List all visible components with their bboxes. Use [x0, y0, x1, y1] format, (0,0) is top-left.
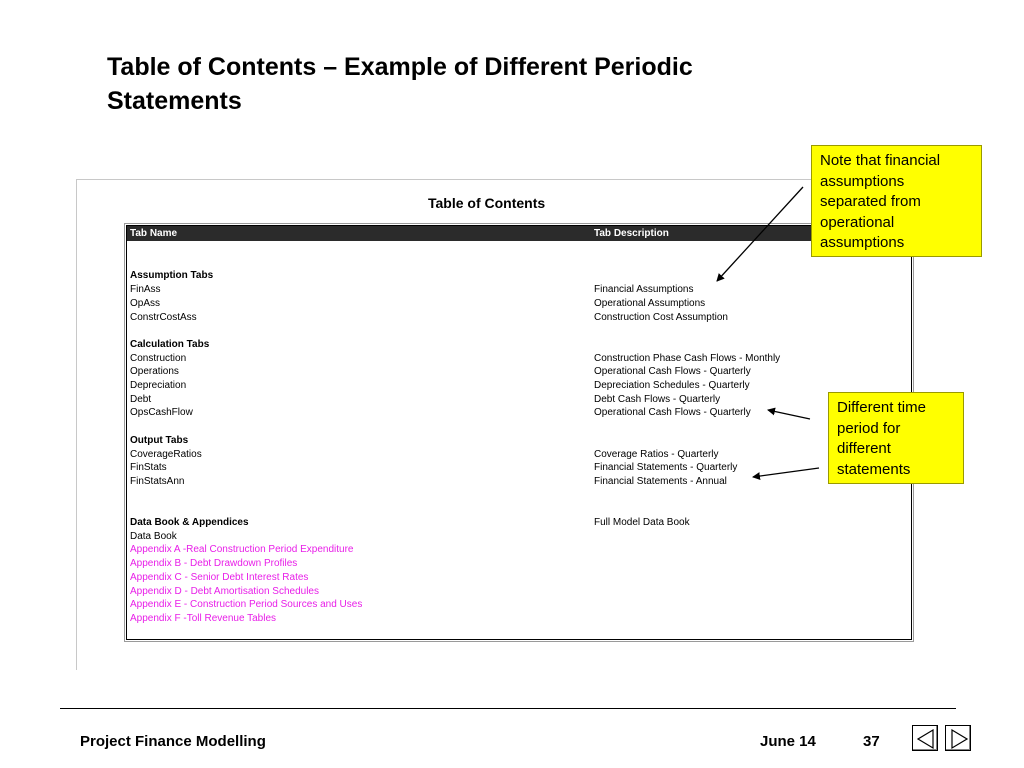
tab-description-cell: Financial Assumptions — [594, 284, 694, 296]
footer-title: Project Finance Modelling — [80, 733, 266, 750]
slide-title: Table of Contents – Example of Different Periodic Statements — [107, 53, 693, 115]
tab-description-cell: Operational Cash Flows - Quarterly — [594, 366, 751, 378]
tab-name-cell: OpsCashFlow — [130, 407, 193, 419]
footer-date: June 14 — [760, 733, 816, 750]
appendix-link[interactable]: Appendix A -Real Construction Period Expenditure — [130, 544, 354, 556]
tab-name-cell: Data Book & Appendices — [130, 517, 249, 528]
arrow-to-finstats — [753, 468, 819, 477]
tab-name-cell: FinStatsAnn — [130, 475, 185, 487]
tab-description-cell: Full Model Data Book — [594, 517, 690, 528]
tab-name-cell: ConstrCostAss — [130, 311, 197, 323]
tab-name-cell: Operations — [130, 366, 179, 378]
footer-divider — [60, 708, 956, 709]
triangle-right-icon — [946, 726, 972, 752]
note-financial-assumptions: Note that financial assumptions separated from operational assumptions — [811, 145, 982, 257]
tab-description-cell: Operational Assumptions — [594, 297, 706, 309]
appendix-link[interactable]: Appendix C - Senior Debt Interest Rates — [130, 571, 309, 583]
tab-description-column-header: Tab Description — [594, 228, 669, 239]
previous-slide-button[interactable] — [912, 725, 938, 751]
tab-description-cell: Financial Statements - Quarterly — [594, 462, 738, 474]
tab-description-cell: Construction Cost Assumption — [594, 311, 728, 323]
tab-name-cell: Output Tabs — [130, 434, 189, 446]
tab-name-cell: Assumption Tabs — [130, 270, 214, 282]
tab-name-cell: CoverageRatios — [130, 448, 202, 460]
toc-heading: Table of Contents — [428, 195, 546, 211]
appendix-link[interactable]: Appendix F -Toll Revenue Tables — [130, 612, 277, 624]
tab-description-cell: Operational Cash Flows - Quarterly — [594, 407, 751, 419]
tab-description-cell: Depreciation Schedules - Quarterly — [594, 380, 750, 391]
appendix-link[interactable]: Appendix D - Debt Amortisation Schedules — [130, 585, 319, 597]
note-time-periods: Different time period for different statements — [828, 392, 964, 484]
tab-description-cell: Construction Phase Cash Flows - Monthly — [594, 352, 781, 364]
appendix-link[interactable]: Appendix B - Debt Drawdown Profiles — [130, 558, 298, 570]
tab-name-cell: OpAss — [130, 297, 161, 309]
arrow-to-opscashflow — [768, 410, 810, 419]
tab-name-cell: Calculation Tabs — [130, 338, 210, 350]
tab-name-cell: Construction — [130, 352, 187, 364]
page-number: 37 — [863, 733, 880, 750]
triangle-left-icon — [913, 726, 939, 752]
tab-name-cell: FinStats — [130, 462, 167, 474]
tab-description-cell: Coverage Ratios - Quarterly — [594, 448, 719, 460]
tab-name-cell: Data Book — [130, 530, 177, 542]
next-slide-button[interactable] — [945, 725, 971, 751]
tab-name-cell: FinAss — [130, 284, 161, 296]
tab-description-cell: Financial Statements - Annual — [594, 475, 727, 487]
arrow-to-financial-assumptions — [717, 187, 803, 281]
appendix-link[interactable]: Appendix E - Construction Period Sources and Uses — [130, 599, 363, 611]
tab-name-cell: Debt — [130, 393, 152, 405]
tab-name-cell: Depreciation — [130, 380, 187, 391]
tab-name-column-header: Tab Name — [130, 228, 178, 239]
tab-description-cell: Debt Cash Flows - Quarterly — [594, 393, 721, 405]
